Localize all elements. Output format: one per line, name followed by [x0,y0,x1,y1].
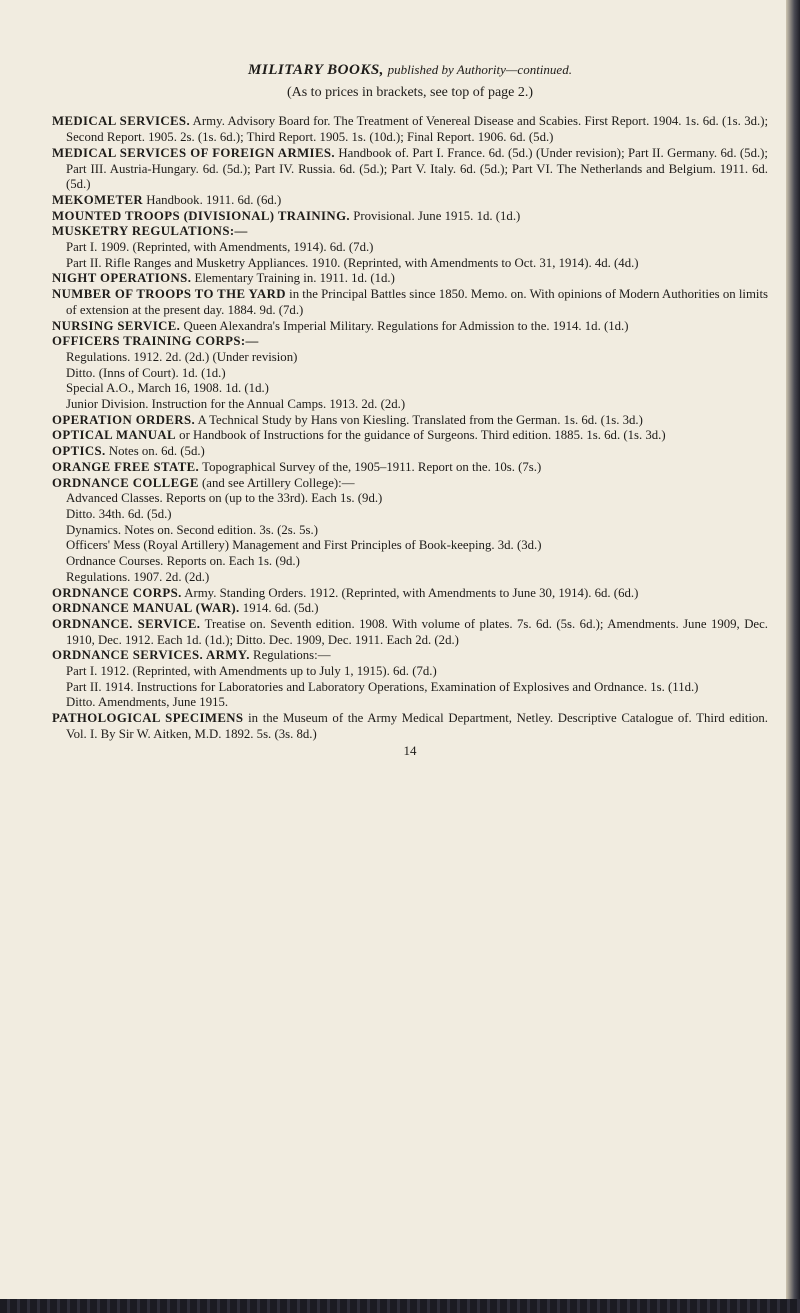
entry-heading: ORDNANCE SERVICES. ARMY. [52,648,250,663]
catalogue-entry [52,146,768,193]
entry-heading: OPTICS. [52,444,106,459]
catalogue-entry [52,413,768,429]
catalogue-entry [52,319,768,335]
entry-sub-item: Part II. Rifle Ranges and Musketry Appliances. 1910. (Reprinted, with Amendments to Oct. 31, 1914). 4d. (4d.) [66,255,639,270]
entry-heading: OPTICAL MANUAL [52,428,176,443]
scan-edge-bottom [0,1299,800,1313]
entry-heading: MEKOMETER [52,192,144,207]
entry-heading: MEDICAL SERVICES OF FOREIGN ARMIES. [52,145,335,160]
catalogue-entry [52,711,768,742]
entry-heading: OPERATION ORDERS. [52,412,196,427]
entry-heading: NUMBER OF TROOPS TO THE YARD [52,287,286,302]
entry-heading: MUSKETRY REGULATIONS:— [52,224,248,239]
entry-text: in the Museum of the Army Medical Department, Netley. Descriptive Catalogue of. Third edition. Vol. I. By Sir W. Aitken, M.D. 1892. 5s. (3s. 8d.) [66,711,768,741]
scan-edge-right [786,0,800,1313]
catalogue-entry [52,287,768,318]
catalogue-entry [52,271,768,287]
entry-text: Treatise on. Seventh edition. 1908. With volume of plates. 7s. 6d. (5s. 6d.); Amendments. June 1909, Dec. 1910, Dec. 1912. Each 1d. (1d.); Ditto. Dec. 1909, Dec. 1911. Each 2d. (2d.) [66,616,768,647]
entry-text: Queen Alexandra's Imperial Military. Regulations for Admission to the. 1914. 1d. (1d.) [180,318,629,333]
entry-heading: MEDICAL SERVICES. [52,114,191,129]
entry-text: Elementary Training in. 1911. 1d. (1d.) [191,271,395,286]
catalogue-entry [52,617,768,648]
entry-heading: ORDNANCE CORPS. [52,585,182,600]
entry-sub-item: Ditto. Amendments, June 1915. [66,695,229,710]
catalogue-entry [52,224,768,240]
page-number: 14 [403,742,417,758]
entry-text: A Technical Study by Hans von Kiesling. Translated from the German. 1s. 6d. (1s. 3d.) [195,412,643,427]
entry-sub-item: Junior Division. Instruction for the Annual Camps. 1913. 2d. (2d.) [66,397,406,412]
entry-heading: ORDNANCE. SERVICE. [52,616,201,631]
entry-sub-item: Special A.O., March 16, 1908. 1d. (1d.) [66,381,269,396]
catalogue-entry [52,601,768,617]
entry-sub-item: Part II. 1914. Instructions for Laboratories and Laboratory Operations, Examination of Explosives and Ordnance. 1s. (11d.) [66,679,699,694]
catalogue-entry [52,460,768,476]
catalogue-entry [52,648,768,664]
entry-sub-item: Officers' Mess (Royal Artillery) Management and First Principles of Book-keeping. 3d. (3d.) [66,538,542,553]
catalogue-entry [52,193,768,209]
entry-heading: PATHOLOGICAL SPECIMENS [52,711,244,726]
entry-text: Handbook. 1911. 6d. (6d.) [143,192,282,207]
entry-text: Handbook of. Part I. France. 6d. (5d.) (Under revision); Part II. Germany. 6d. (5d.); Part III. Austria-Hungary. 6d. (5d.); Part IV. Russia. 6d. (5d.); Part V. Italy. 6d. (5d.); Part VI. The Netherlands and Belgium. 1911. 6d. (5d.) [66,145,768,192]
entry-heading: NURSING SERVICE. [52,318,181,333]
entry-sub-item: Ditto. (Inns of Court). 1d. (1d.) [66,365,226,380]
price-note: (As to prices in brackets, see top of page 2.) [286,84,534,100]
entry-sub-item: Part I. 1912. (Reprinted, with Amendments up to July 1, 1915). 6d. (7d.) [66,664,437,679]
entry-heading: ORANGE FREE STATE. [52,459,200,474]
entry-heading: NIGHT OPERATIONS. [52,271,192,286]
document-page [52,62,768,758]
entry-sub-item: Part I. 1909. (Reprinted, with Amendments, 1914). 6d. (7d.) [66,240,374,255]
entry-heading: ORDNANCE MANUAL (WAR). [52,601,240,616]
entry-heading: OFFICERS TRAINING CORPS:— [52,334,259,349]
entry-text: Army. Advisory Board for. The Treatment of Venereal Disease and Scabies. First Report. 1904. 1s. 6d. (1s. 3d.); Second Report. 1905. 2s. (1s. 6d.); Third Report. 1905. 1s. (10d.); Final Report. 1906. 6d. (5d.) [66,114,769,145]
running-head-subtitle: published by Authority—continued. [387,62,572,77]
running-head [52,62,768,79]
entry-sub-item: Ditto. 34th. 6d. (5d.) [66,506,172,521]
entry-text: Topographical Survey of the, 1905–1911. Report on the. 10s. (7s.) [199,459,542,474]
entry-sub-item: Ordnance Courses. Reports on. Each 1s. (9d.) [66,554,300,569]
entry-text: in the Principal Battles since 1850. Memo. on. With opinions of Modern Authorities on limits of extension at the present day. 1884. 9d. (7d.) [66,287,768,317]
catalogue-entry [52,586,768,602]
entry-text: Provisional. June 1915. 1d. (1d.) [350,208,521,223]
entry-heading: ORDNANCE COLLEGE [52,475,199,490]
catalogue-entry [52,444,768,460]
entry-sub-item: Advanced Classes. Reports on (up to the 33rd). Each 1s. (9d.) [66,491,383,506]
entry-sub-item: Regulations. 1907. 2d. (2d.) [66,569,210,584]
entry-sub-item: Dynamics. Notes on. Second edition. 3s. (2s. 5s.) [66,522,319,537]
catalogue-entry [52,428,768,444]
entry-text: or Handbook of Instructions for the guidance of Surgeons. Third edition. 1885. 1s. 6d. (1s. 3d.) [175,428,666,443]
entry-text: Army. Standing Orders. 1912. (Reprinted, with Amendments to June 30, 1914). 6d. (6d.) [181,585,639,600]
entry-heading: MOUNTED TROOPS (DIVISIONAL) TRAINING. [52,208,351,223]
entry-text: 1914. 6d. (5d.) [239,601,319,616]
catalogue-entry [52,209,768,225]
catalogue-entry [52,476,768,492]
entry-text: Notes on. 6d. (5d.) [105,444,205,459]
entry-text: Regulations:— [249,648,331,663]
entry-list [52,114,768,742]
entry-sub-item: Regulations. 1912. 2d. (2d.) (Under revision) [66,349,298,364]
entry-text: (and see Artillery College):— [198,475,355,490]
catalogue-entry [52,334,768,350]
running-head-title: MILITARY BOOKS, [248,62,384,78]
catalogue-entry [52,114,768,145]
